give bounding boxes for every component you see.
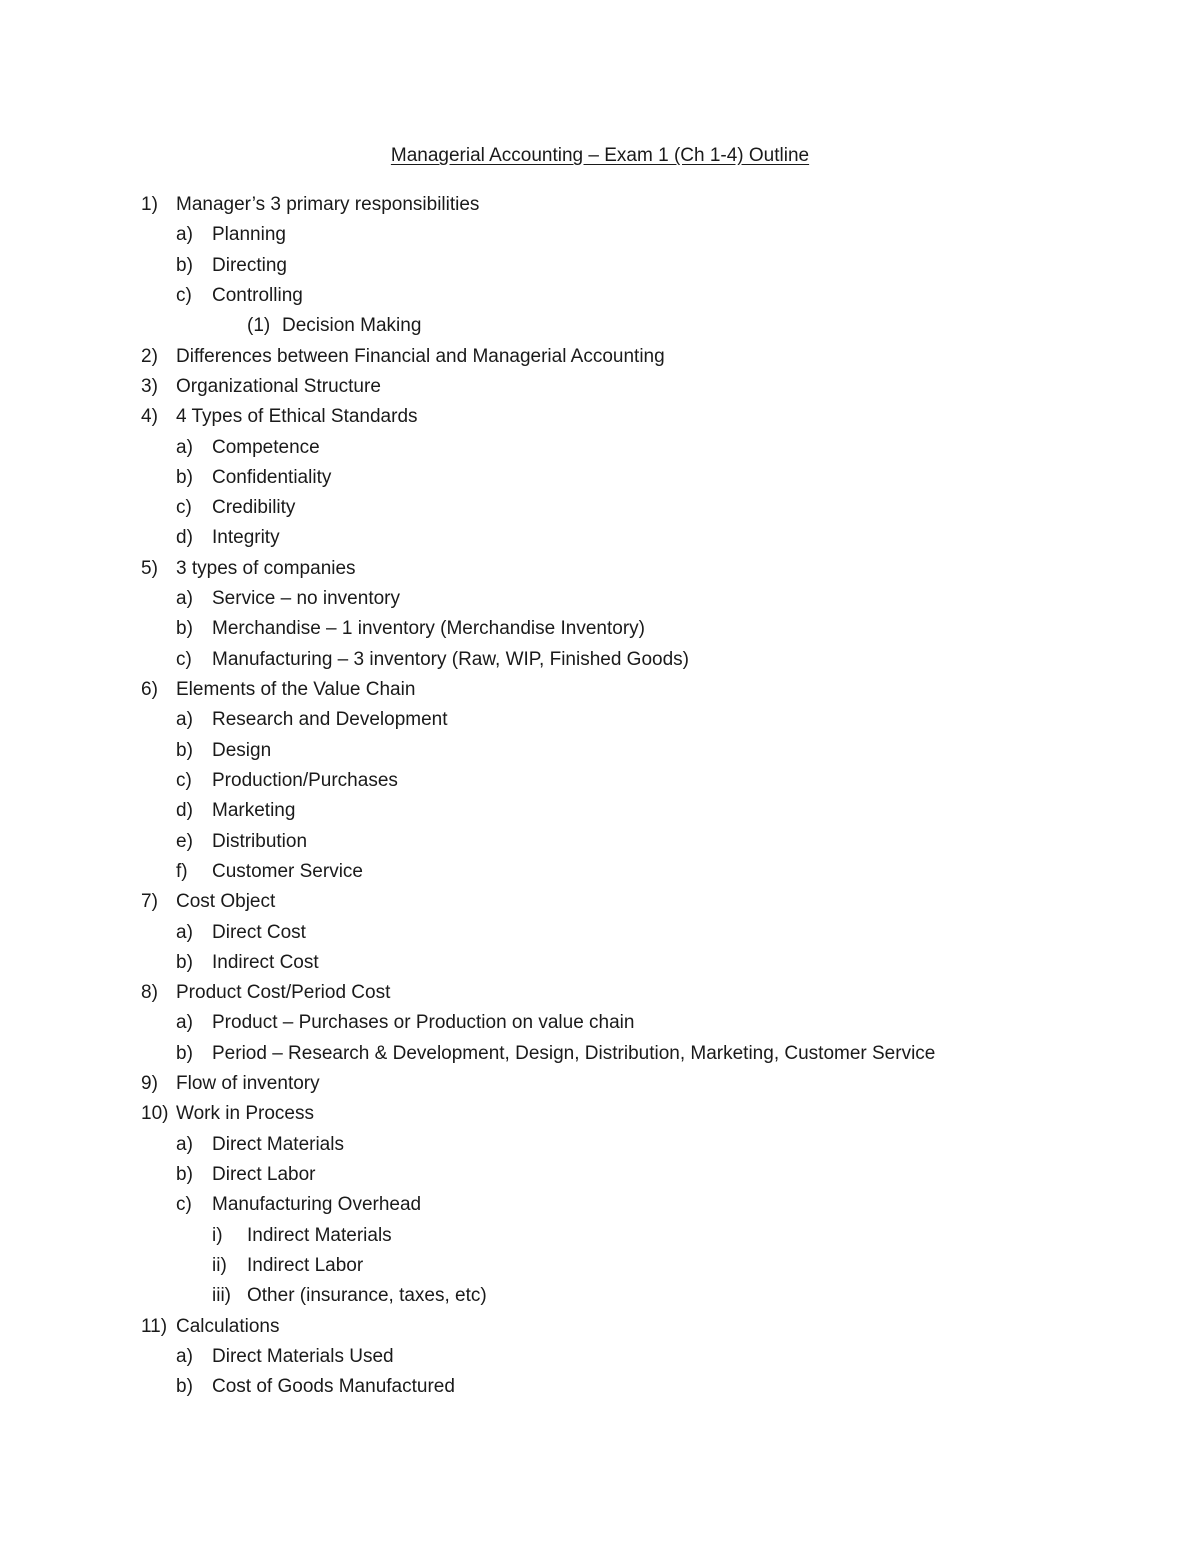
outline-text: Work in Process: [176, 1103, 314, 1125]
outline-marker: 7): [141, 891, 158, 913]
outline-item-level-2: [0, 1344, 1200, 1374]
outline-marker: 1): [141, 194, 158, 215]
outline-marker: c): [176, 1194, 192, 1216]
outline-text: Indirect Cost: [212, 951, 319, 973]
outline-text: Organizational Structure: [176, 375, 381, 397]
outline-text: Direct Materials Used: [212, 1345, 394, 1367]
outline-item-level-1: [0, 889, 1200, 919]
outline-marker: ii): [212, 1254, 227, 1276]
outline-marker: b): [176, 951, 193, 973]
outline-marker: e): [176, 830, 193, 852]
outline-marker: c): [176, 648, 192, 670]
outline-text: Direct Cost: [212, 921, 306, 943]
outline-item-level-2: [0, 586, 1200, 616]
outline-marker: 6): [141, 679, 158, 700]
outline-item-level-2: [0, 525, 1200, 555]
outline-marker: 2): [141, 345, 158, 367]
outline-text: Controlling: [212, 284, 303, 306]
outline-item-level-2: [0, 222, 1200, 252]
outline-text: Decision Making: [282, 315, 422, 337]
outline-item-level-2: [0, 1041, 1200, 1071]
outline-marker: b): [176, 739, 193, 761]
outline-item-level-2: [0, 1374, 1200, 1404]
outline-marker: 3): [141, 375, 158, 397]
outline-item-level-2: [0, 253, 1200, 283]
outline-item-level-1: [0, 192, 1200, 222]
outline-marker: b): [176, 254, 193, 276]
outline-text: Cost of Goods Manufactured: [212, 1376, 455, 1398]
outline-marker: iii): [212, 1285, 231, 1307]
outline-list: [0, 192, 1200, 1405]
outline-text: Customer Service: [212, 860, 363, 882]
outline-text: Calculations: [176, 1315, 280, 1337]
outline-text: Manufacturing – 3 inventory (Raw, WIP, Finished Goods): [212, 648, 689, 670]
outline-item-level-3: [0, 1223, 1200, 1253]
outline-text: Research and Development: [212, 709, 448, 731]
outline-marker: a): [176, 921, 193, 943]
outline-item-level-2: [0, 859, 1200, 889]
outline-marker: (1): [247, 315, 271, 337]
outline-text: Competence: [212, 436, 320, 458]
outline-text: Flow of inventory: [176, 1073, 320, 1095]
outline-marker: a): [176, 709, 193, 731]
outline-item-level-2: [0, 283, 1200, 313]
outline-marker: 10): [141, 1103, 169, 1125]
outline-text: Product Cost/Period Cost: [176, 982, 391, 1004]
outline-text: Elements of the Value Chain: [176, 679, 416, 700]
outline-marker: a): [176, 436, 193, 458]
outline-item-level-2: [0, 1162, 1200, 1192]
outline-item-level-2: [0, 435, 1200, 465]
outline-item-level-1: [0, 1314, 1200, 1344]
outline-item-level-2: [0, 738, 1200, 768]
outline-marker: b): [176, 1376, 193, 1398]
outline-item-level-1: [0, 1101, 1200, 1131]
outline-marker: b): [176, 1164, 193, 1185]
outline-text: Merchandise – 1 inventory (Merchandise Inventory): [212, 618, 645, 640]
outline-item-level-2: [0, 465, 1200, 495]
outline-marker: 9): [141, 1073, 158, 1095]
outline-text: Integrity: [212, 527, 280, 549]
outline-item-level-3: [0, 1253, 1200, 1283]
outline-item-level-1: [0, 374, 1200, 404]
page-title: Managerial Accounting – Exam 1 (Ch 1-4) Outline: [390, 145, 810, 166]
outline-item-level-2: [0, 495, 1200, 525]
outline-text: Indirect Materials: [247, 1224, 392, 1246]
outline-item-level-2: [0, 950, 1200, 980]
outline-marker: b): [176, 1042, 193, 1064]
outline-item-level-2: [0, 1010, 1200, 1040]
outline-text: Direct Materials: [212, 1133, 344, 1155]
outline-marker: a): [176, 1133, 193, 1155]
outline-text: 4 Types of Ethical Standards: [176, 406, 418, 428]
outline-marker: 5): [141, 557, 158, 579]
outline-item-level-2: [0, 768, 1200, 798]
outline-item-level-2: [0, 798, 1200, 828]
outline-text: Differences between Financial and Managerial Accounting: [176, 345, 665, 367]
outline-marker: a): [176, 1345, 193, 1367]
outline-item-level-1: [0, 556, 1200, 586]
outline-text: Marketing: [212, 800, 296, 822]
outline-marker: a): [176, 224, 193, 246]
outline-item-level-2: [0, 647, 1200, 677]
outline-text: Manufacturing Overhead: [212, 1194, 422, 1216]
outline-marker: a): [176, 588, 193, 610]
outline-marker: d): [176, 527, 193, 549]
outline-text: Confidentiality: [212, 466, 332, 488]
outline-marker: f): [176, 860, 188, 882]
outline-marker: b): [176, 618, 193, 640]
outline-text: Directing: [212, 254, 287, 276]
outline-text: Period – Research & Development, Design, Distribution, Marketing, Customer Service: [212, 1042, 936, 1064]
outline-item-level-2: [0, 1192, 1200, 1222]
outline-item-level-2: [0, 1132, 1200, 1162]
outline-marker: b): [176, 466, 193, 488]
outline-marker: 11): [141, 1315, 168, 1337]
outline-item-level-1: [0, 1071, 1200, 1101]
outline-item-level-1: [0, 404, 1200, 434]
outline-marker: c): [176, 284, 192, 306]
outline-item-level-3: [0, 1283, 1200, 1313]
outline-text: Indirect Labor: [247, 1254, 364, 1276]
outline-text: Planning: [212, 224, 286, 246]
outline-text: Credibility: [212, 497, 296, 519]
outline-text: Distribution: [212, 830, 308, 852]
outline-item-level-1: [0, 344, 1200, 374]
outline-item-level-2: [0, 920, 1200, 950]
outline-text: Other (insurance, taxes, etc): [247, 1285, 487, 1307]
outline-item-level-1: [0, 980, 1200, 1010]
outline-marker: c): [176, 497, 192, 519]
outline-marker: 4): [141, 406, 158, 428]
outline-marker: 8): [141, 982, 158, 1004]
outline-item-level-2: [0, 616, 1200, 646]
outline-text: Production/Purchases: [212, 769, 398, 791]
outline-marker: i): [212, 1224, 223, 1246]
outline-text: Product – Purchases or Production on value chain: [212, 1012, 635, 1034]
outline-marker: c): [176, 769, 192, 791]
outline-text: Design: [212, 739, 272, 761]
outline-text: Manager’s 3 primary responsibilities: [176, 194, 480, 215]
outline-item-level-1: [0, 677, 1200, 707]
outline-text: Direct Labor: [212, 1164, 316, 1185]
outline-text: Service – no inventory: [212, 588, 400, 610]
outline-item-level-2: [0, 829, 1200, 859]
outline-item-level-4: [0, 313, 1200, 343]
outline-item-level-2: [0, 707, 1200, 737]
outline-marker: d): [176, 800, 193, 822]
outline-text: 3 types of companies: [176, 557, 356, 579]
outline-text: Cost Object: [176, 891, 276, 913]
outline-marker: a): [176, 1012, 193, 1034]
